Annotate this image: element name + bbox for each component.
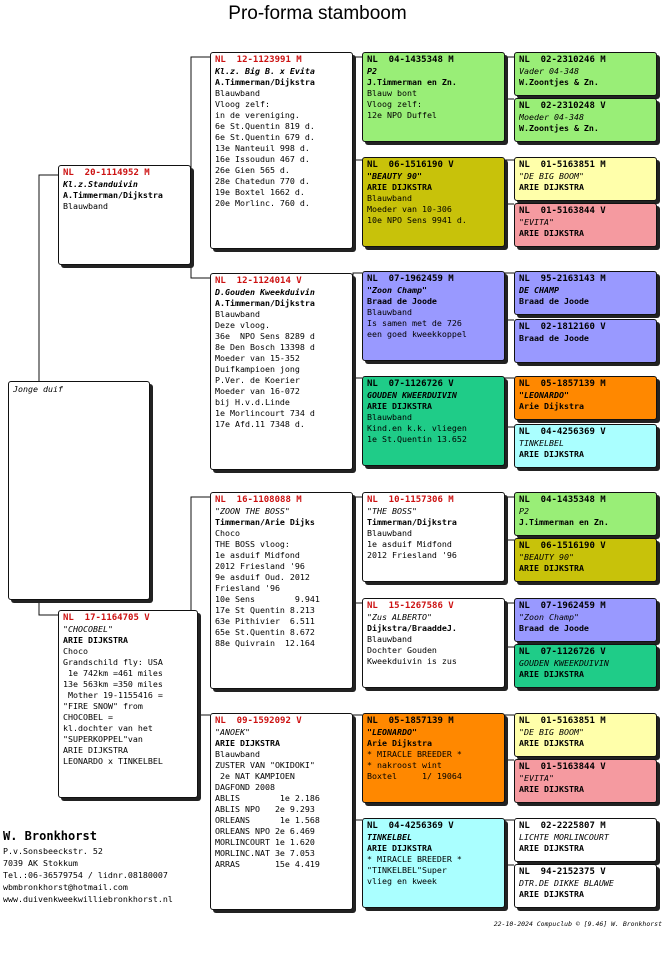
breeder: ARIE DIJKSTRA bbox=[519, 784, 584, 794]
pigeon-name: "ZOON THE BOSS" bbox=[215, 506, 290, 516]
breeder: Braad de Joode bbox=[367, 296, 437, 306]
pigeon-name: Kl.z. Big B. x Evita bbox=[215, 66, 315, 76]
info-line: DAGFOND 2008 bbox=[215, 782, 275, 792]
ring-number: NL 02-2310246 M bbox=[519, 55, 606, 65]
ring-number: NL 12-1124014 V bbox=[215, 276, 302, 286]
ring-number: NL 02-2310248 V bbox=[519, 101, 606, 111]
breeder: W.Zoontjes & Zn. bbox=[519, 123, 599, 133]
ancestor-card[interactable] bbox=[514, 538, 657, 582]
info-line: 65e St.Quentin 8.672 bbox=[215, 627, 315, 637]
ancestor-card[interactable] bbox=[514, 319, 657, 363]
pigeon-name: GOUDEN KWEERDUIVIN bbox=[367, 390, 457, 400]
connector-gp2-s bbox=[353, 273, 362, 355]
ring-number: NL 01-5163851 M bbox=[519, 716, 606, 726]
info-line: Moeder van 16-072 bbox=[215, 386, 300, 396]
connector-subject-dam bbox=[39, 600, 58, 615]
ancestor-card[interactable] bbox=[514, 376, 657, 420]
info-line: 13e Nanteuil 998 d. bbox=[215, 143, 310, 153]
pigeon-name: DTR.DE DIKKE BLAUWE bbox=[519, 878, 614, 888]
info-line: 16e Issoudun 467 d. bbox=[215, 154, 310, 164]
info-line: ARRAS 15e 4.419 bbox=[215, 859, 320, 869]
pigeon-name: DE CHAMP bbox=[519, 285, 559, 295]
ancestor-card[interactable] bbox=[514, 818, 657, 862]
ring-number: NL 20-1114952 M bbox=[63, 168, 150, 178]
pigeon-name: "DE BIG BOOM" bbox=[519, 171, 584, 181]
info-line: Blauwband bbox=[215, 749, 260, 759]
info-line: THE BOSS vloog: bbox=[215, 539, 290, 549]
info-line: Grandschild fly: USA bbox=[63, 657, 163, 667]
grandparent-card[interactable] bbox=[210, 492, 353, 689]
info-line: CHOCOBEL = bbox=[63, 712, 113, 722]
owner-info bbox=[3, 828, 173, 905]
info-line: vlieg en kweek bbox=[367, 876, 437, 886]
pigeon-name: "Zoon Champ" bbox=[519, 612, 579, 622]
pigeon-name: "CHOCOBEL" bbox=[63, 624, 113, 634]
ring-number: NL 02-1812160 V bbox=[519, 322, 606, 332]
great-grandparent-card[interactable] bbox=[362, 818, 505, 908]
info-line: Duifkampioen jong bbox=[215, 364, 300, 374]
info-line: Blauwband bbox=[367, 528, 412, 538]
color: Blauwband bbox=[63, 201, 108, 211]
connector-gp1-d bbox=[353, 148, 362, 160]
breeder: Braad de Joode bbox=[519, 623, 589, 633]
great-grandparent-card[interactable] bbox=[362, 713, 505, 803]
info-line: * MIRACLE BREEDER * bbox=[367, 854, 462, 864]
breeder: Dijkstra/BraaddeJ. bbox=[367, 623, 457, 633]
info-line: ZUSTER VAN "OKIDOKI" bbox=[215, 760, 315, 770]
ring-number: NL 16-1108088 M bbox=[215, 495, 302, 505]
ring-number: NL 17-1164705 V bbox=[63, 613, 150, 623]
breeder: A.Timmerman/Dijkstra bbox=[215, 298, 315, 308]
info-line: 28e Chatedun 770 d. bbox=[215, 176, 310, 186]
info-line: Blauw bont bbox=[367, 88, 417, 98]
info-line: Kweekduivin is zus bbox=[367, 656, 457, 666]
info-line: 2e NAT KAMPIOEN bbox=[215, 771, 295, 781]
ancestor-card[interactable] bbox=[514, 271, 657, 315]
connector-subject-sire bbox=[39, 175, 58, 381]
breeder: Timmerman/Arie Dijks bbox=[215, 517, 315, 527]
connector-dam-gs bbox=[191, 497, 210, 610]
connector-gp3-s bbox=[353, 497, 362, 580]
info-line: Blauwband bbox=[215, 88, 260, 98]
page-title: Pro-forma stamboom bbox=[228, 3, 407, 24]
ring-number: NL 95-2163143 M bbox=[519, 274, 606, 284]
owner-name: W. Bronkhorst bbox=[3, 829, 97, 843]
breeder: ARIE DIJKSTRA bbox=[519, 228, 584, 238]
info-line: in de vereniging. bbox=[215, 110, 300, 120]
owner-city: 7039 AK Stokkum bbox=[3, 858, 78, 868]
info-line: 10e Sens 9.941 bbox=[215, 594, 320, 604]
breeder: ARIE DIJKSTRA bbox=[519, 669, 584, 679]
info-line: 88e Quivrain 12.164 bbox=[215, 638, 315, 648]
pigeon-name: "Zus ALBERTO" bbox=[367, 612, 432, 622]
pigeon-name: "BEAUTY 90" bbox=[519, 552, 574, 562]
info-line: MORLINC.NAT 3e 7.053 bbox=[215, 848, 315, 858]
breeder: A.Timmerman/Dijkstra bbox=[215, 77, 315, 87]
info-line: P.Ver. de Koerier bbox=[215, 375, 300, 385]
info-line: Moeder van 15-352 bbox=[215, 353, 300, 363]
breeder: ARIE DIJKSTRA bbox=[215, 738, 280, 748]
info-line: 10e NPO Sens 9941 d. bbox=[367, 215, 467, 225]
breeder: Timmerman/Dijkstra bbox=[367, 517, 457, 527]
info-line: "SUPERKOPPEL"van bbox=[63, 734, 143, 744]
info-line: * nakroost wint bbox=[367, 760, 442, 770]
ring-number: NL 05-1857139 M bbox=[519, 379, 606, 389]
info-line: 19e Boxtel 1662 d. bbox=[215, 187, 305, 197]
pigeon-name: GOUDEN KWEEKDUIVIN bbox=[519, 658, 609, 668]
ancestor-card[interactable] bbox=[514, 644, 657, 688]
info-line: 17e Afd.11 7348 d. bbox=[215, 419, 305, 429]
breeder: Braad de Joode bbox=[519, 333, 589, 343]
breeder: ARIE DIJKSTRA bbox=[519, 182, 584, 192]
ring-number: NL 07-1126726 V bbox=[519, 647, 606, 657]
info-line: Kind.en k.k. vliegen bbox=[367, 423, 467, 433]
great-grandparent-card[interactable] bbox=[362, 492, 505, 582]
pigeon-name: TINKELBEL bbox=[367, 832, 412, 842]
info-line: kl.dochter van het bbox=[63, 723, 153, 733]
connector-gp4-d bbox=[353, 805, 362, 820]
info-line: bij H.v.d.Linde bbox=[215, 397, 290, 407]
grandparent-card[interactable] bbox=[210, 52, 353, 249]
ring-number: NL 12-1123991 M bbox=[215, 55, 302, 65]
great-grandparent-card[interactable] bbox=[362, 271, 505, 361]
ancestor-card[interactable] bbox=[514, 713, 657, 757]
subject-name: Jonge duif bbox=[13, 384, 63, 394]
breeder: ARIE DIJKSTRA bbox=[367, 182, 432, 192]
info-line: 9e asduif Oud. 2012 bbox=[215, 572, 310, 582]
pigeon-name: "THE BOSS" bbox=[367, 506, 417, 516]
breeder: ARIE DIJKSTRA bbox=[519, 563, 584, 573]
pigeon-name: "Zoon Champ" bbox=[367, 285, 427, 295]
info-line: 6e St.Quentin 679 d. bbox=[215, 132, 315, 142]
info-line: 26e Gien 565 d. bbox=[215, 165, 290, 175]
info-line: Blauwband bbox=[367, 634, 412, 644]
info-line: Blauwband bbox=[215, 309, 260, 319]
info-line: ABLIS NPO 2e 9.293 bbox=[215, 804, 315, 814]
connector-gp2-d bbox=[353, 365, 362, 378]
breeder: ARIE DIJKSTRA bbox=[519, 843, 584, 853]
ring-number: NL 06-1516190 V bbox=[367, 160, 454, 170]
pigeon-name: P2 bbox=[519, 506, 529, 516]
pigeon-name: "LEONARDO" bbox=[367, 727, 417, 737]
breeder: Arie Dijkstra bbox=[367, 738, 432, 748]
breeder: A.Timmerman/Dijkstra bbox=[63, 190, 163, 200]
breeder: Arie Dijkstra bbox=[519, 401, 584, 411]
ring-number: NL 15-1267586 V bbox=[367, 601, 454, 611]
owner-address: P.v.Sonsbeeckstr. 52 bbox=[3, 846, 103, 856]
connector-gp3-d bbox=[353, 590, 362, 603]
info-line: Dochter Gouden bbox=[367, 645, 437, 655]
ring-number: NL 01-5163844 V bbox=[519, 206, 606, 216]
pigeon-name: "ANOEK" bbox=[215, 727, 250, 737]
ring-number: NL 01-5163851 M bbox=[519, 160, 606, 170]
sire-card[interactable] bbox=[58, 165, 191, 265]
ring-number: NL 07-1962459 M bbox=[367, 274, 454, 284]
great-grandparent-card[interactable] bbox=[362, 598, 505, 688]
info-line: 13e 563km =350 miles bbox=[63, 679, 163, 689]
info-line: Moeder van 10-306 bbox=[367, 204, 452, 214]
ring-number: NL 09-1592092 V bbox=[215, 716, 302, 726]
pigeon-name: "DE BIG BOOM" bbox=[519, 727, 584, 737]
info-line: Choco bbox=[63, 646, 88, 656]
ring-number: NL 01-5163844 V bbox=[519, 762, 606, 772]
info-line: Blauwband bbox=[367, 412, 412, 422]
pigeon-name: "BEAUTY 90" bbox=[367, 171, 422, 181]
connector-sire-gd bbox=[191, 265, 210, 278]
ring-number: NL 06-1516190 V bbox=[519, 541, 606, 551]
ring-number: NL 04-4256369 V bbox=[519, 427, 606, 437]
info-line: Choco bbox=[215, 528, 240, 538]
info-line: 17e St Quentin 8.213 bbox=[215, 605, 315, 615]
info-line: 36e NPO Sens 8289 d bbox=[215, 331, 315, 341]
connector-sire-gs bbox=[191, 57, 210, 170]
grandparent-card[interactable] bbox=[210, 713, 353, 910]
ancestor-card[interactable] bbox=[514, 492, 657, 536]
ancestor-card[interactable] bbox=[514, 424, 657, 468]
info-line: ABLIS 1e 2.186 bbox=[215, 793, 320, 803]
pigeon-name: D.Gouden Kweekduivin bbox=[215, 287, 315, 297]
info-line: Blauwband bbox=[367, 307, 412, 317]
ancestor-card[interactable] bbox=[514, 52, 657, 96]
info-line: 8e Den Bosch 13398 d bbox=[215, 342, 315, 352]
pigeon-name: Moeder 04-348 bbox=[519, 112, 584, 122]
info-line: "FIRE SNOW" from bbox=[63, 701, 143, 711]
info-line: Deze vloog. bbox=[215, 320, 270, 330]
owner-phone: Tel.:06-36579754 / lidnr.08180007 bbox=[3, 870, 168, 880]
ring-number: NL 10-1157306 M bbox=[367, 495, 454, 505]
pigeon-name: LICHTE MORLINCOURT bbox=[519, 832, 609, 842]
ring-number: NL 04-1435348 M bbox=[367, 55, 454, 65]
ring-number: NL 07-1126726 V bbox=[367, 379, 454, 389]
pigeon-name: Vader 04-348 bbox=[519, 66, 579, 76]
connector-gp4-s bbox=[353, 715, 362, 795]
info-line: 2012 Friesland '96 bbox=[367, 550, 457, 560]
ancestor-card[interactable] bbox=[514, 157, 657, 201]
owner-website[interactable]: www.duivenkweekwilliebronkhorst.nl bbox=[3, 894, 173, 904]
pigeon-name: Kl.z.Standuivin bbox=[63, 179, 138, 189]
ring-number: NL 94-2152375 V bbox=[519, 867, 606, 877]
ring-number: NL 05-1857139 M bbox=[367, 716, 454, 726]
breeder: ARIE DIJKSTRA bbox=[519, 449, 584, 459]
pigeon-name: "EVITA" bbox=[519, 773, 554, 783]
info-line: Mother 19-1155416 = bbox=[63, 690, 163, 700]
ancestor-card[interactable] bbox=[514, 864, 657, 908]
info-line: 63e Pithivier 6.511 bbox=[215, 616, 315, 626]
info-line: 1e asduif Midfond bbox=[367, 539, 452, 549]
ring-number: NL 02-2225807 M bbox=[519, 821, 606, 831]
ring-number: NL 04-1435348 M bbox=[519, 495, 606, 505]
breeder: ARIE DIJKSTRA bbox=[519, 889, 584, 899]
info-line: 6e St.Quentin 819 d. bbox=[215, 121, 315, 131]
info-line: 2012 Friesland '96 bbox=[215, 561, 305, 571]
great-grandparent-card[interactable] bbox=[362, 376, 505, 466]
footer-text: 22-10-2024 Compuclub © [9.46] W. Bronkhorst bbox=[493, 920, 662, 928]
ring-number: NL 07-1962459 M bbox=[519, 601, 606, 611]
breeder: J.Timmerman en Zn. bbox=[519, 517, 609, 527]
pigeon-name: "EVITA" bbox=[519, 217, 554, 227]
info-line: LEONARDO x TINKELBEL bbox=[63, 756, 163, 766]
breeder: J.Timmerman en Zn. bbox=[367, 77, 457, 87]
info-line: Boxtel 1/ 19064 bbox=[367, 771, 462, 781]
pigeon-name: "LEONARDO" bbox=[519, 390, 569, 400]
info-line: ARIE DIJKSTRA bbox=[63, 745, 128, 755]
breeder: ARIE DIJKSTRA bbox=[367, 401, 432, 411]
info-line: een goed kweekkoppel bbox=[367, 329, 467, 339]
ancestor-card[interactable] bbox=[514, 598, 657, 642]
info-line: ORLEANS 1e 1.568 bbox=[215, 815, 320, 825]
info-line: Blauwband bbox=[367, 193, 412, 203]
info-line: 1e 742km =461 miles bbox=[63, 668, 163, 678]
info-line: 1e St.Quentin 13.652 bbox=[367, 434, 467, 444]
info-line: * MIRACLE BREEDER * bbox=[367, 749, 462, 759]
info-line: Is samen met de 726 bbox=[367, 318, 462, 328]
pigeon-name: P2 bbox=[367, 66, 377, 76]
ancestor-card[interactable] bbox=[514, 759, 657, 803]
info-line: MORLINCOURT 1e 1.620 bbox=[215, 837, 315, 847]
breeder: ARIE DIJKSTRA bbox=[367, 843, 432, 853]
breeder: Braad de Joode bbox=[519, 296, 589, 306]
breeder: ARIE DIJKSTRA bbox=[63, 635, 128, 645]
info-line: 12e NPO Duffel bbox=[367, 110, 437, 120]
ancestor-card[interactable] bbox=[514, 98, 657, 142]
breeder: ARIE DIJKSTRA bbox=[519, 738, 584, 748]
ring-number: NL 04-4256369 V bbox=[367, 821, 454, 831]
info-line: Friesland '96 bbox=[215, 583, 280, 593]
subject-card[interactable] bbox=[8, 381, 150, 600]
info-line: 1e asduif Midfond bbox=[215, 550, 300, 560]
info-line: Vloog zelf: bbox=[215, 99, 270, 109]
connector-gp1-s bbox=[353, 57, 362, 140]
great-grandparent-card[interactable] bbox=[362, 52, 505, 142]
ancestor-card[interactable] bbox=[514, 203, 657, 247]
dam-card[interactable] bbox=[58, 610, 198, 798]
breeder: W.Zoontjes & Zn. bbox=[519, 77, 599, 87]
owner-email[interactable]: wbmbronkhorst@hotmail.com bbox=[3, 882, 128, 892]
info-line: ORLEANS NPO 2e 6.469 bbox=[215, 826, 315, 836]
info-line: "TINKELBEL"Super bbox=[367, 865, 447, 875]
grandparent-card[interactable] bbox=[210, 273, 353, 470]
info-line: 1e Morlincourt 734 d bbox=[215, 408, 315, 418]
great-grandparent-card[interactable] bbox=[362, 157, 505, 247]
info-line: 20e Morlinc. 760 d. bbox=[215, 198, 310, 208]
info-line: Vloog zelf: bbox=[367, 99, 422, 109]
pigeon-name: TINKELBEL bbox=[519, 438, 564, 448]
